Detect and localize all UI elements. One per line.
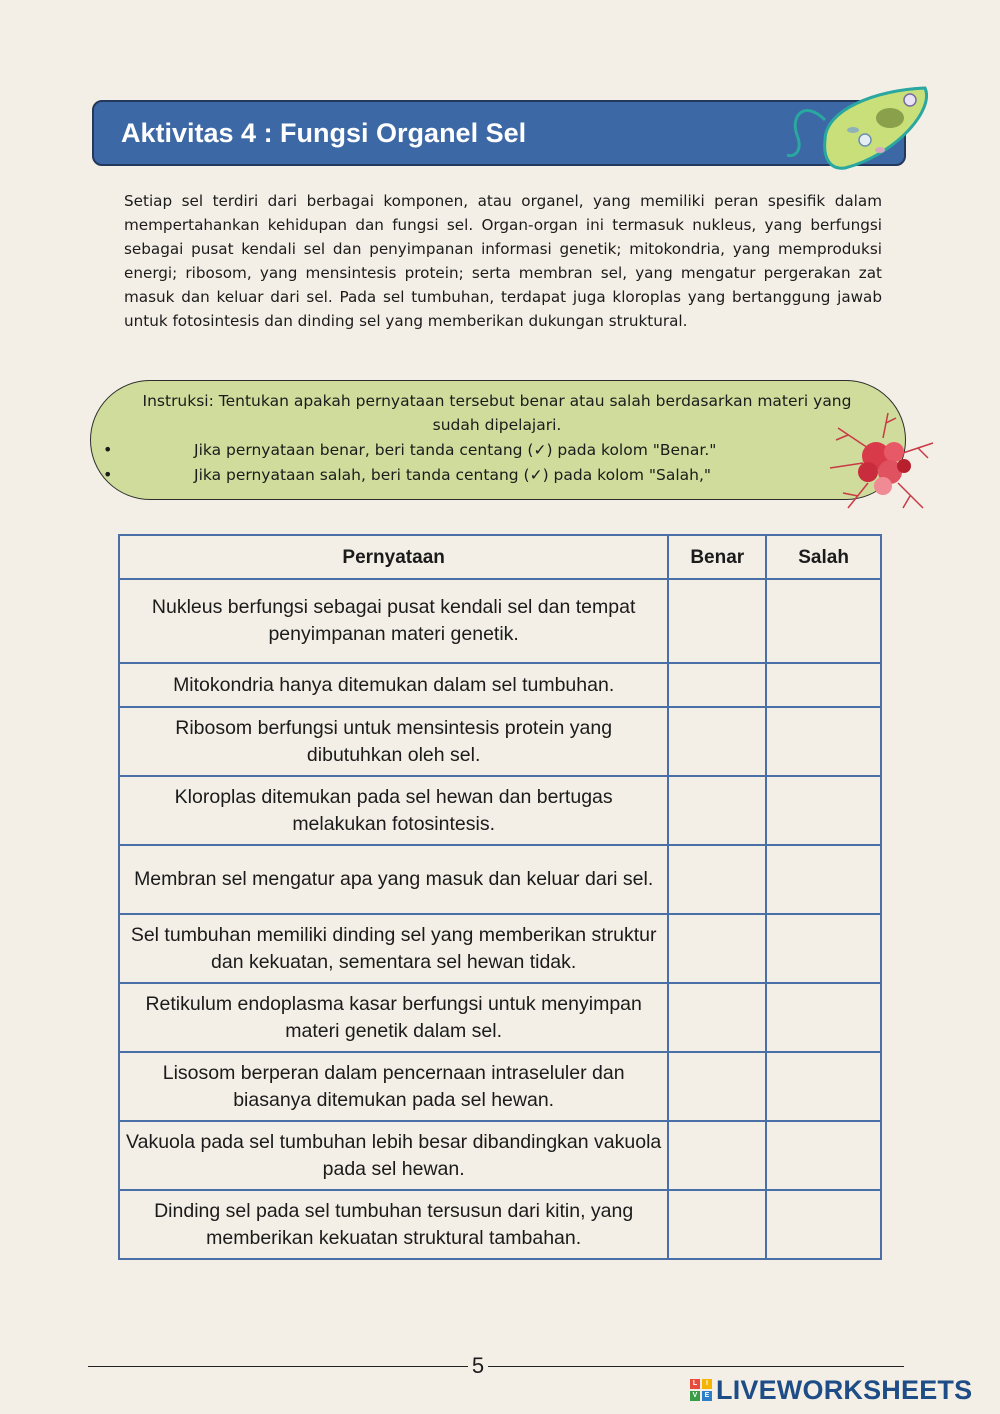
true-answer-cell[interactable] (668, 1190, 766, 1259)
false-answer-cell[interactable] (766, 579, 881, 663)
activity-title-bar (92, 100, 906, 166)
table-row (119, 845, 881, 914)
instruction-box: Instruksi: Tentukan apakah pernyataan tersebut benar atau salah berdasarkan materi yang sudah dipelajari. • Jika pernyataan benar, beri tanda centang (✓) pada kolom "Benar." • Jika pernyataan salah, beri tanda centang (✓) pada kolom "Salah," (90, 380, 906, 500)
false-answer-cell[interactable] (766, 1052, 881, 1121)
page-title: Aktivitas 4 : Fungsi Organel Sel (121, 118, 527, 148)
cell-cluster-illustration (828, 408, 938, 518)
footer-divider-right (488, 1366, 904, 1367)
true-answer-cell[interactable] (668, 776, 766, 845)
statement-cell: Membran sel mengatur apa yang masuk dan keluar dari sel. (119, 845, 668, 914)
table-row (119, 776, 881, 845)
statement-cell: Sel tumbuhan memiliki dinding sel yang memberikan struktur dan kekuatan, sementara sel hewan tidak. (119, 914, 668, 983)
footer-divider-left (88, 1366, 468, 1367)
true-answer-cell[interactable] (668, 707, 766, 776)
true-answer-cell[interactable] (668, 1052, 766, 1121)
true-answer-cell[interactable] (668, 845, 766, 914)
page-number: 5 (471, 1353, 485, 1378)
false-answer-cell[interactable] (766, 776, 881, 845)
statement-cell: Ribosom berfungsi untuk mensintesis protein yang dibutuhkan oleh sel. (119, 707, 668, 776)
table-row (119, 983, 881, 1052)
table-row (119, 1190, 881, 1259)
brand-name: LIVEWORKSHEETS (716, 1374, 973, 1405)
table-row (119, 663, 881, 707)
instruction-title: Instruksi: Tentukan apakah pernyataan tersebut benar atau salah berdasarkan materi yang sudah dipelajari. (142, 392, 852, 434)
table-row (119, 579, 881, 663)
table-row (119, 1121, 881, 1190)
header-statement: Pernyataan (119, 535, 668, 579)
table-row (119, 707, 881, 776)
bullet-icon: • (103, 440, 113, 459)
paramecium-illustration (785, 80, 935, 170)
liveworksheets-logo[interactable] (690, 1376, 972, 1404)
true-answer-cell[interactable] (668, 914, 766, 983)
statement-cell: Retikulum endoplasma kasar berfungsi untuk menyimpan materi genetik dalam sel. (119, 983, 668, 1052)
false-answer-cell[interactable] (766, 707, 881, 776)
statement-cell: Kloroplas ditemukan pada sel hewan dan bertugas melakukan fotosintesis. (119, 776, 668, 845)
table-row (119, 914, 881, 983)
false-answer-cell[interactable] (766, 983, 881, 1052)
header-false: Salah (766, 535, 881, 579)
true-answer-cell[interactable] (668, 663, 766, 707)
false-answer-cell[interactable] (766, 1190, 881, 1259)
statement-cell: Dinding sel pada sel tumbuhan tersusun dari kitin, yang memberikan kekuatan struktural tambahan. (119, 1190, 668, 1259)
liveworksheets-icon: L I V E (690, 1379, 712, 1401)
false-answer-cell[interactable] (766, 663, 881, 707)
statement-cell: Lisosom berperan dalam pencernaan intraseluler dan biasanya ditemukan pada sel hewan. (119, 1052, 668, 1121)
true-answer-cell[interactable] (668, 983, 766, 1052)
true-answer-cell[interactable] (668, 579, 766, 663)
bullet-icon: • (103, 465, 113, 484)
statement-cell: Mitokondria hanya ditemukan dalam sel tumbuhan. (119, 663, 668, 707)
table-header-row (119, 535, 881, 579)
statement-cell: Vakuola pada sel tumbuhan lebih besar dibandingkan vakuola pada sel hewan. (119, 1121, 668, 1190)
statement-table (118, 534, 882, 1260)
true-answer-cell[interactable] (668, 1121, 766, 1190)
intro-paragraph: Setiap sel terdiri dari berbagai komponen, atau organel, yang memiliki peran spesifik dalam mempertahankan kehidupan dan fungsi sel. Organ-organ ini termasuk nukleus, yang berfungsi sebagai pusat kendali sel dan penyimpanan informasi genetik; mitokondria, yang memproduksi energi; ribosom, yang mensintesis protein; serta membran sel, yang mengatur pergerakan zat masuk dan keluar dari sel. Pada sel tumbuhan, terdapat juga kloroplas yang bertanggung jawab untuk fotosintesis dan dinding sel yang memberikan dukungan struktural. (124, 192, 882, 330)
false-answer-cell[interactable] (766, 1121, 881, 1190)
false-answer-cell[interactable] (766, 845, 881, 914)
false-answer-cell[interactable] (766, 914, 881, 983)
header-true: Benar (668, 535, 766, 579)
statement-cell: Nukleus berfungsi sebagai pusat kendali sel dan tempat penyimpanan materi genetik. (119, 579, 668, 663)
table-row (119, 1052, 881, 1121)
